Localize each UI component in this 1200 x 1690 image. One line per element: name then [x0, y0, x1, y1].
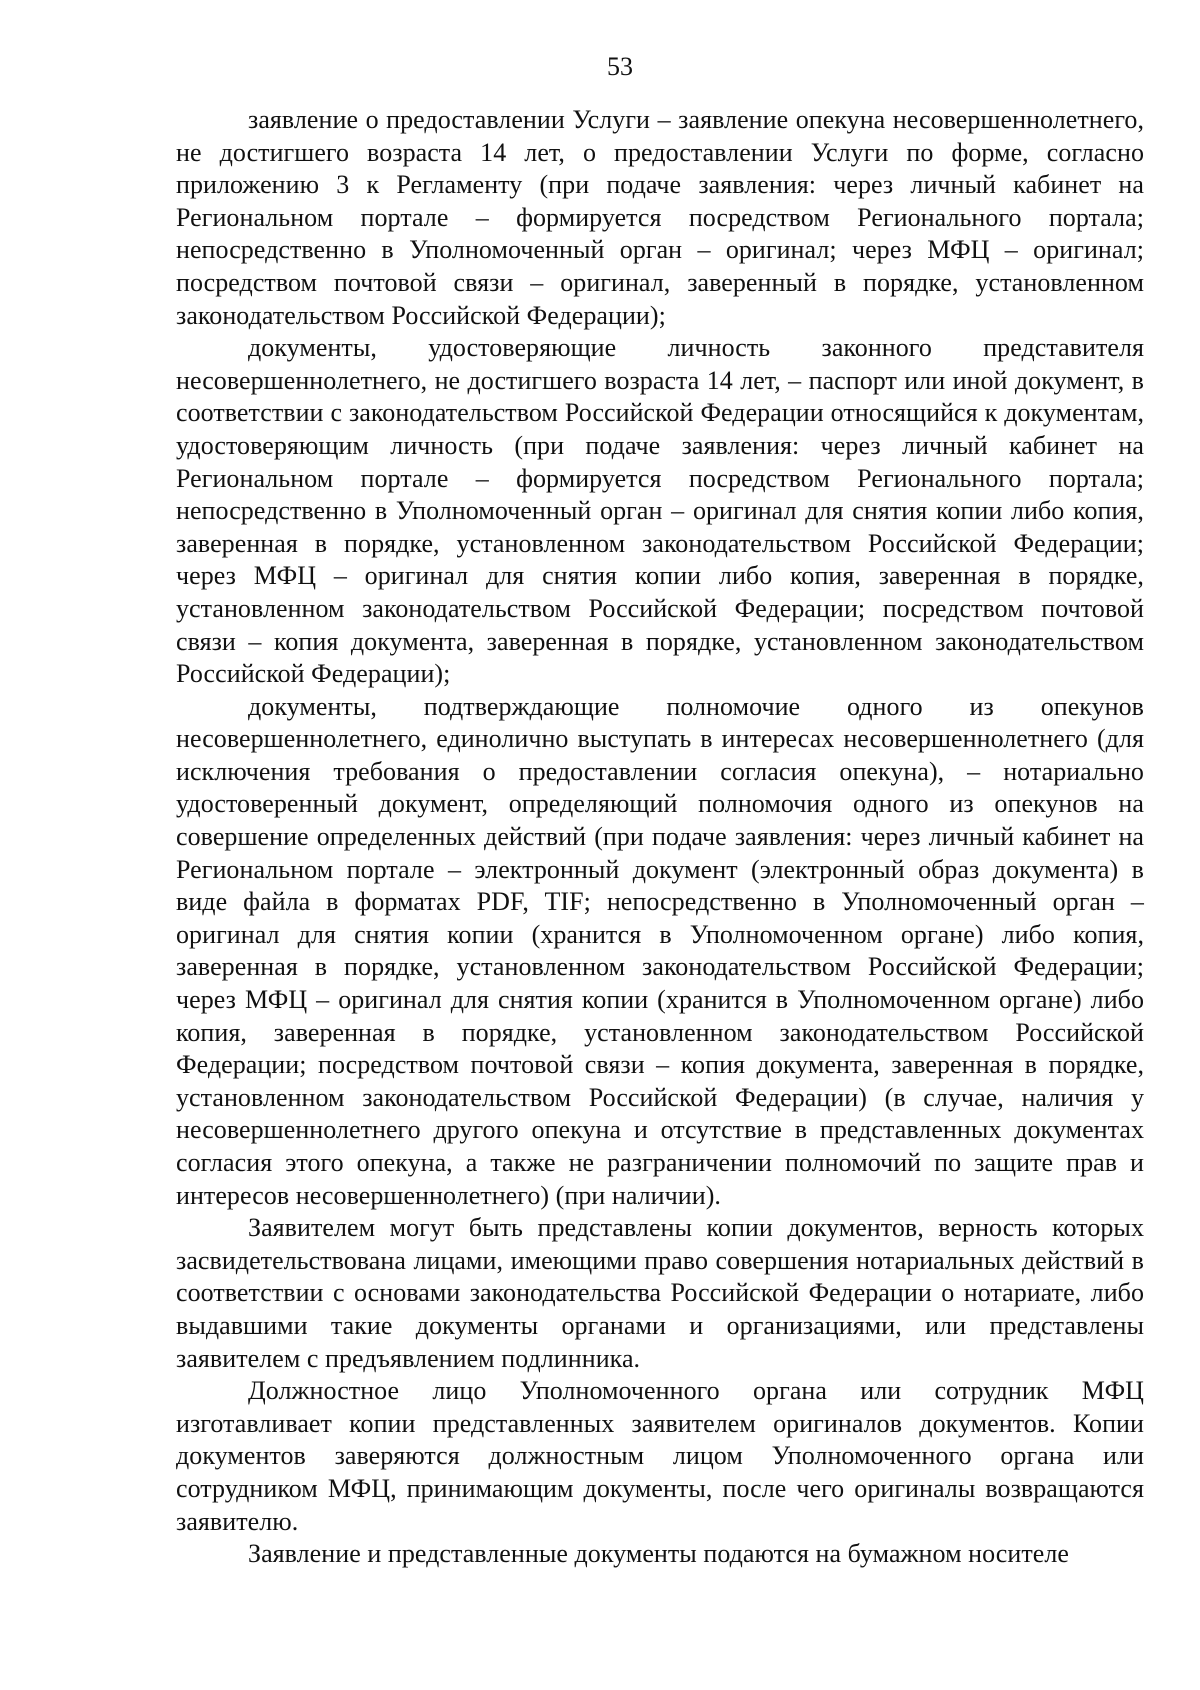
paragraph-copy-certification: Должностное лицо Уполномоченного органа или сотрудник МФЦ изготавливает копии представленных заявителем оригиналов документов. Копии документов заверяются должностным лицом Уполномоченного органа или сотрудником МФЦ, принимающим документы, после чего оригиналы возвращаются заявителю. [176, 1376, 1144, 1536]
page-number: 53 [607, 52, 633, 81]
paragraph-identity-documents: документы, удостоверяющие личность законного представителя несовершеннолетнего, не достигшего возраста 14 лет, – паспорт или иной документ, в соответствии с законодательством Российской Федерации относящийся к документам, удостоверяющим личность (при подаче заявления: через личный кабинет на Региональном портале – формируется посредством Регионального портала; непосредственно в Уполномоченный орган – оригинал для снятия копии либо копия, заверенная в порядке, установленном законодательством Российской Федерации; через МФЦ – оригинал для снятия копии либо копия, заверенная в порядке, установленном законодательством Российской Федерации; посредством почтовой связи – копия документа, заверенная в порядке, установленном законодательством Российской Федерации); [176, 333, 1144, 689]
paragraph-guardian-authority-documents: документы, подтверждающие полномочие одного из опекунов несовершеннолетнего, единолично выступать в интересах несовершеннолетнего (для исключения требования о предоставлении согласия опекуна), – нотариально удостоверенный документ, определяющий полномочия одного из опекунов на совершение определенных действий (при подаче заявления: через личный кабинет на Региональном портале – электронный документ (электронный образ документа) в виде файла в форматах PDF, TIF; непосредственно в Уполномоченный орган – оригинал для снятия копии (хранится в Уполномоченном органе) либо копия, заверенная в порядке, установленном законодательством Российской Федерации; через МФЦ – оригинал для снятия копии (хранится в Уполномоченном органе) либо копия, заверенная в порядке, установленном законодательством Российской Федерации; посредством почтовой связи – копия документа, заверенная в порядке, установленном законодательством Российской Федерации) (в случае, наличия у несовершеннолетнего другого опекуна и отсутствие в представленных документах согласия этого опекуна, а также не разграничении полномочий по защите прав и интересов несовершеннолетнего) (при наличии). [176, 691, 1144, 1210]
paragraph-paper-submission: Заявление и представленные документы подаются на бумажном носителе [248, 1539, 1069, 1569]
paragraph-application: заявление о предоставлении Услуги – заявление опекуна несовершеннолетнего, не достигшего возраста 14 лет, о предоставлении Услуги по форме, согласно приложению 3 к Регламенту (при подаче заявления: через личный кабинет на Региональном портале – формируется посредством Регионального портала; непосредственно в Уполномоченный орган – оригинал; через МФЦ – оригинал; посредством почтовой связи – оригинал, заверенный в порядке, установленном законодательством Российской Федерации); [176, 105, 1144, 330]
document-body [176, 104, 1144, 1571]
paragraph-certified-copies: Заявителем могут быть представлены копии документов, верность которых засвидетельствована лицами, имеющими право совершения нотариальных действий в соответствии с основами законодательства Российской Федерации о нотариате, либо выдавшими такие документы органами и организациями, или представлены заявителем с предъявлением подлинника. [176, 1213, 1144, 1373]
